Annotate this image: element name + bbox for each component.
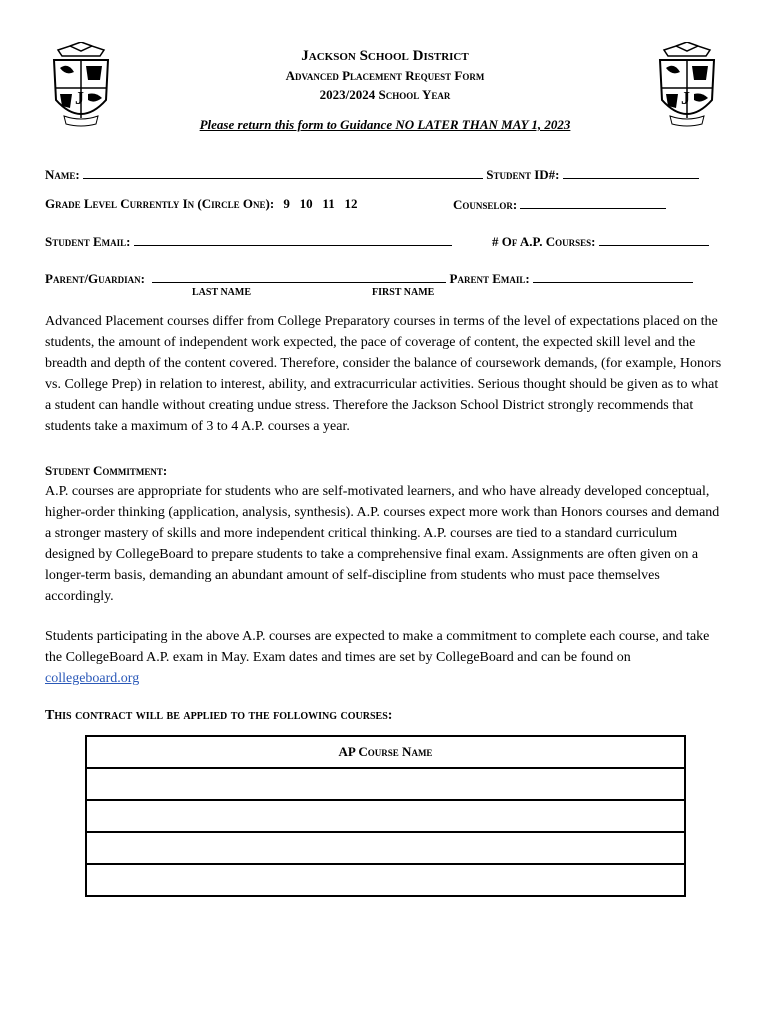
- student-email-field[interactable]: [134, 233, 452, 246]
- school-year: 2023/2024 School Year: [319, 87, 451, 102]
- district-title: Jackson School District: [301, 48, 469, 64]
- commitment-heading: Student Commitment:: [45, 463, 168, 478]
- student-id-label: Student ID#:: [486, 167, 560, 182]
- course-row-2[interactable]: [86, 800, 685, 832]
- parent-label: Parent/Guardian:: [45, 271, 145, 286]
- counselor-field[interactable]: [520, 196, 666, 209]
- ap-count-label: # Of A.P. Courses:: [492, 234, 596, 249]
- name-row: [45, 166, 699, 183]
- counselor-row: [453, 196, 666, 213]
- last-name-caption: LAST NAME: [192, 287, 251, 298]
- grade-row: [45, 196, 357, 212]
- contract-heading: This contract will be applied to the following courses:: [45, 708, 393, 723]
- intro-paragraph: [45, 311, 725, 437]
- ap-count-row: [492, 233, 709, 250]
- ap-count-field[interactable]: [599, 233, 709, 246]
- intro-text: Advanced Placement courses differ from College Preparatory courses in terms of the level of expectations placed on the students, the amount of independent work expected, the pace of coverage of content, the expected skill level and the breadth and depth of the content covered. Therefore, consider the balance of coursework demands, (for example, Honors vs. College Prep) in relation to interest, ability, and extracurricular activities. Serious thought should be given as to what a student can handle without creating undue stress. Therefore the Jackson School District strongly recommends that students take a maximum of 3 to 4 A.P. courses a year.: [45, 314, 722, 434]
- ap-course-table: [85, 735, 686, 897]
- return-notice: Please return this form to Guidance NO LATER THAN MAY 1, 2023: [199, 117, 571, 132]
- course-row-4[interactable]: [86, 864, 685, 896]
- grade-label: Grade Level Currently In (Circle One):: [45, 196, 275, 211]
- commitment-section: [45, 460, 725, 607]
- name-label: Name:: [45, 167, 80, 182]
- parent-email-field[interactable]: [533, 270, 693, 283]
- counselor-label: Counselor:: [453, 197, 518, 212]
- participation-text: Students participating in the above A.P. courses are expected to make a commitment to complete each course, and take the CollegeBoard A.P. exam in May. Exam dates and times are set by CollegeBoard and can be found on: [45, 629, 710, 665]
- student-email-label: Student Email:: [45, 234, 131, 249]
- parent-row: [45, 270, 693, 287]
- svg-text:J: J: [681, 88, 690, 108]
- student-id-field[interactable]: [563, 166, 699, 179]
- participation-paragraph: [45, 626, 725, 689]
- parent-name-field[interactable]: [152, 270, 446, 283]
- parent-email-label: Parent Email:: [449, 271, 530, 286]
- collegeboard-link[interactable]: collegeboard.org: [45, 671, 140, 686]
- course-row-1[interactable]: [86, 768, 685, 800]
- course-row-3[interactable]: [86, 832, 685, 864]
- email-row: [45, 233, 452, 250]
- commitment-text: A.P. courses are appropriate for students who are self-motivated learners, and who have already developed conceptual, higher-order thinking (application, analysis, synthesis). A.P. courses expect more work than Honors courses and demand a stronger mastery of skills and more independent critical thinking. A.P. courses are tied to a standard curriculum designed by CollegeBoard to prepare students to take a comprehensive final exam. Assignments are often given on a longer-term basis, demanding an abundant amount of self-discipline from students who must pace themselves accordingly.: [45, 484, 720, 604]
- grade-options[interactable]: 9 10 11 12: [283, 196, 358, 211]
- svg-text:J: J: [75, 88, 84, 108]
- name-field[interactable]: [83, 166, 483, 179]
- first-name-caption: FIRST NAME: [372, 287, 435, 298]
- form-title: Advanced Placement Request Form: [285, 68, 485, 83]
- course-table-header: AP Course Name: [86, 736, 685, 768]
